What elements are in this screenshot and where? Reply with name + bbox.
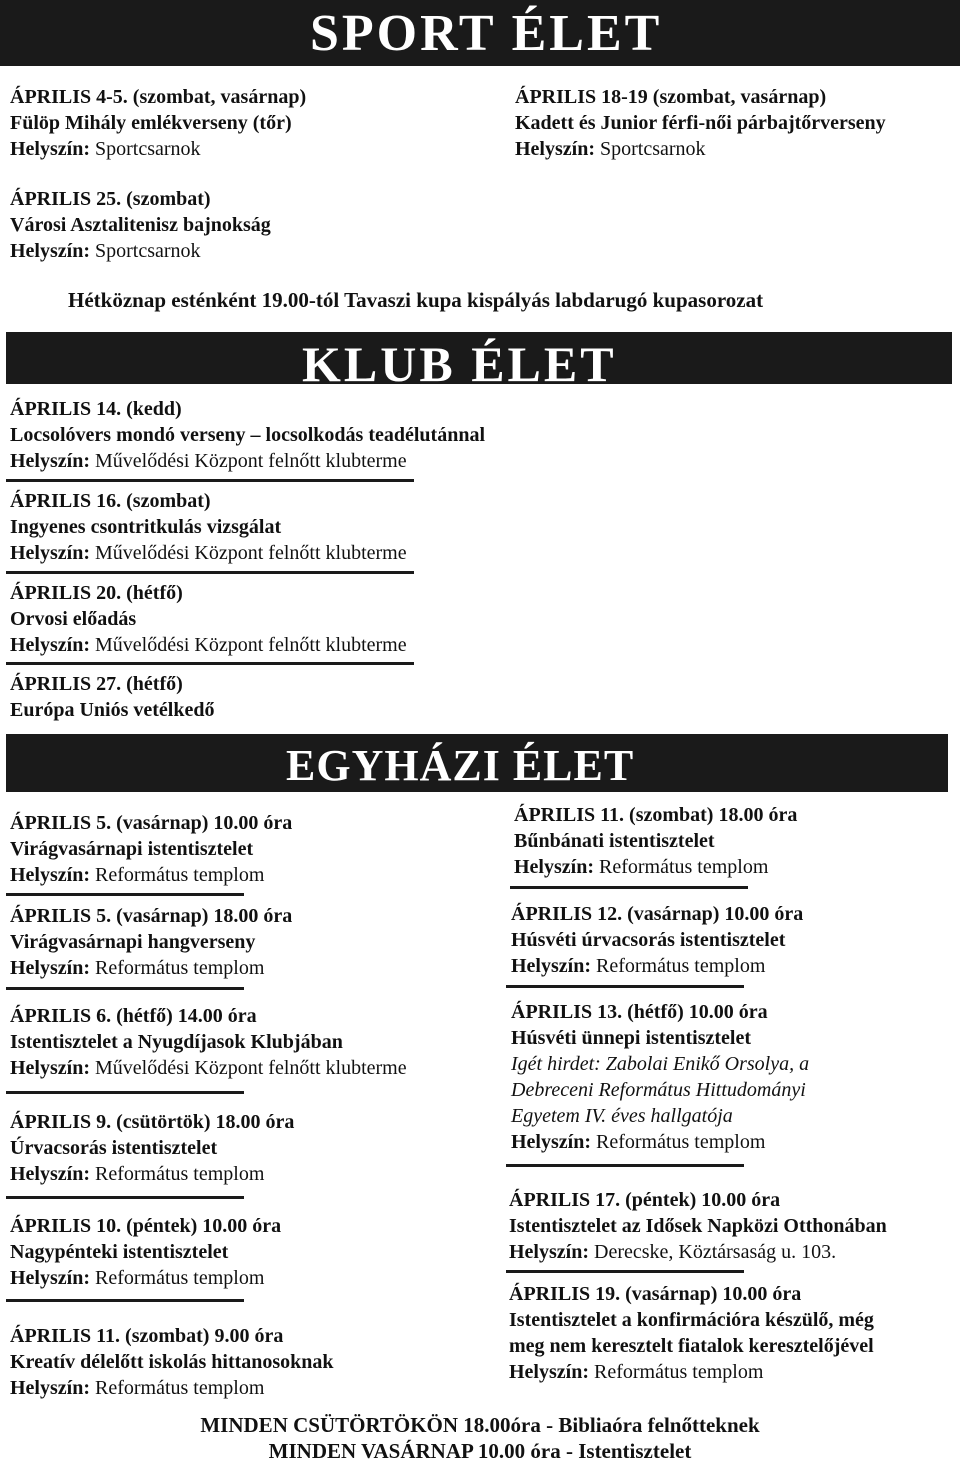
divider: [506, 1164, 744, 1167]
event-date: ÁPRILIS 5. (vasárnap) 10.00 óra: [10, 812, 293, 834]
church-event-right-5: [509, 1281, 874, 1385]
church-event-left-4: [10, 1109, 294, 1187]
event-name: Húsvéti úrvacsorás istentisztelet: [511, 929, 786, 951]
event-location: Művelődési Központ felnőtt klubterme: [95, 634, 407, 656]
event-name: Európa Uniós vetélkedő: [10, 699, 215, 721]
event-date: ÁPRILIS 16. (szombat): [10, 490, 211, 512]
event-name: Istentisztelet az Idősek Napközi Otthonában: [509, 1215, 887, 1237]
event-name: Úrvacsorás istentisztelet: [10, 1137, 218, 1159]
event-note: Debreceni Református Hittudományi: [511, 1079, 806, 1101]
location-label: Helyszín:: [509, 1361, 589, 1383]
divider: [6, 987, 244, 990]
event-name: Városi Asztalitenisz bajnokság: [10, 214, 271, 236]
divider: [6, 662, 414, 665]
event-date: ÁPRILIS 12. (vasárnap) 10.00 óra: [511, 903, 804, 925]
location-label: Helyszín:: [10, 1057, 90, 1079]
weekday-note: [68, 287, 763, 313]
divider: [6, 1091, 244, 1094]
sport-event-2: [515, 84, 886, 162]
event-location: Sportcsarnok: [600, 138, 706, 160]
event-date: ÁPRILIS 6. (hétfő) 14.00 óra: [10, 1005, 257, 1027]
event-note: Igét hirdet: Zabolai Enikő Orsolya, a: [511, 1053, 810, 1075]
event-location: Református templom: [95, 1267, 265, 1289]
event-location: Református templom: [594, 1361, 764, 1383]
event-date: ÁPRILIS 10. (péntek) 10.00 óra: [10, 1215, 282, 1237]
location-label: Helyszín:: [515, 138, 595, 160]
klub-event-1: [10, 396, 485, 474]
location-label: Helyszín:: [511, 955, 591, 977]
footer-line-2: MINDEN VASÁRNAP 10.00 óra - Istentisztelet: [268, 1439, 692, 1463]
location-label: Helyszín:: [10, 1163, 90, 1185]
event-location: Református templom: [95, 1377, 265, 1399]
event-location: Református templom: [95, 957, 265, 979]
divider: [6, 893, 244, 896]
divider: [506, 985, 744, 988]
klub-title: KLUB ÉLET: [302, 336, 617, 392]
location-label: Helyszín:: [514, 856, 594, 878]
event-location: Derecske, Köztársaság u. 103.: [594, 1241, 837, 1263]
footer-line-1: MINDEN CSÜTÖRTÖKÖN 18.00óra - Bibliaóra felnőtteknek: [200, 1413, 760, 1437]
event-name: Virágvasárnapi hangverseny: [10, 931, 256, 953]
event-name: Bűnbánati istentisztelet: [514, 830, 715, 852]
church-event-left-3: [10, 1003, 407, 1081]
weekday-note-text: Hétköznap esténként 19.00-tól Tavaszi kupa kispályás labdarugó kupasorozat: [68, 288, 764, 312]
event-name: Kadett és Junior férfi-női párbajtőrverseny: [515, 112, 886, 134]
event-note: Egyetem IV. éves hallgatója: [511, 1105, 733, 1127]
event-name: Kreatív délelőtt iskolás hittanosoknak: [10, 1351, 334, 1373]
event-name: Virágvasárnapi istentisztelet: [10, 838, 254, 860]
divider: [506, 1270, 744, 1273]
event-name: Locsolóvers mondó verseny – locsolkodás teadélutánnal: [10, 424, 486, 446]
event-date: ÁPRILIS 27. (hétfő): [10, 673, 183, 695]
church-event-left-1: [10, 810, 292, 888]
event-date: ÁPRILIS 11. (szombat) 18.00 óra: [514, 804, 798, 826]
event-date: ÁPRILIS 11. (szombat) 9.00 óra: [10, 1325, 284, 1347]
divider: [6, 1299, 244, 1302]
location-label: Helyszín:: [10, 864, 90, 886]
event-date: ÁPRILIS 4-5. (szombat, vasárnap): [10, 86, 307, 108]
church-event-left-6: [10, 1323, 334, 1401]
church-event-right-3: [511, 999, 809, 1155]
klub-banner: [6, 332, 952, 392]
event-date: ÁPRILIS 20. (hétfő): [10, 582, 183, 604]
sport-banner: [0, 0, 960, 66]
church-event-left-2: [10, 903, 292, 981]
location-label: Helyszín:: [10, 450, 90, 472]
event-location: Református templom: [599, 856, 769, 878]
egyhazi-title: EGYHÁZI ÉLET: [286, 741, 635, 790]
location-label: Helyszín:: [10, 138, 90, 160]
event-name: Istentisztelet a konfirmációra készülő, még: [509, 1309, 874, 1331]
church-event-right-4: [509, 1187, 887, 1265]
sport-title: SPORT ÉLET: [310, 5, 663, 62]
event-name: Istentisztelet a Nyugdíjasok Klubjában: [10, 1031, 343, 1053]
event-name-continued: meg nem keresztelt fiatalok keresztelőjével: [509, 1335, 874, 1357]
event-location: Református templom: [95, 1163, 265, 1185]
event-name: Nagypénteki istentisztelet: [10, 1241, 229, 1263]
event-date: ÁPRILIS 18-19 (szombat, vasárnap): [515, 86, 827, 108]
event-location: Művelődési Központ felnőtt klubterme: [95, 542, 407, 564]
event-date: ÁPRILIS 13. (hétfő) 10.00 óra: [511, 1001, 768, 1023]
klub-event-2: [10, 488, 407, 566]
divider: [510, 886, 748, 889]
location-label: Helyszín:: [511, 1131, 591, 1153]
sport-event-1: [10, 84, 306, 162]
sport-event-3: [10, 186, 271, 264]
event-name: Ingyenes csontritkulás vizsgálat: [10, 516, 282, 538]
divider: [6, 1196, 244, 1199]
church-event-left-5: [10, 1213, 281, 1291]
church-event-right-1: [514, 802, 797, 880]
location-label: Helyszín:: [10, 1267, 90, 1289]
event-location: Sportcsarnok: [95, 240, 201, 262]
event-location: Református templom: [596, 955, 766, 977]
egyhazi-banner: [6, 734, 948, 792]
event-name: Húsvéti ünnepi istentisztelet: [511, 1027, 751, 1049]
location-label: Helyszín:: [10, 1377, 90, 1399]
event-name: Orvosi előadás: [10, 608, 137, 630]
location-label: Helyszín:: [509, 1241, 589, 1263]
church-event-right-2: [511, 901, 803, 979]
location-label: Helyszín:: [10, 957, 90, 979]
klub-event-4: [10, 671, 214, 723]
location-label: Helyszín:: [10, 542, 90, 564]
event-date: ÁPRILIS 5. (vasárnap) 18.00 óra: [10, 905, 293, 927]
location-label: Helyszín:: [10, 240, 90, 262]
event-location: Művelődési Központ felnőtt klubterme: [95, 1057, 407, 1079]
klub-event-3: [10, 580, 407, 658]
location-label: Helyszín:: [10, 634, 90, 656]
divider: [6, 571, 414, 574]
event-name: Fülöp Mihály emlékverseny (tőr): [10, 112, 292, 134]
event-date: ÁPRILIS 19. (vasárnap) 10.00 óra: [509, 1283, 802, 1305]
event-date: ÁPRILIS 17. (péntek) 10.00 óra: [509, 1189, 781, 1211]
event-date: ÁPRILIS 14. (kedd): [10, 398, 182, 420]
event-location: Református templom: [596, 1131, 766, 1153]
event-date: ÁPRILIS 25. (szombat): [10, 188, 211, 210]
event-location: Sportcsarnok: [95, 138, 201, 160]
event-date: ÁPRILIS 9. (csütörtök) 18.00 óra: [10, 1111, 295, 1133]
divider: [6, 479, 414, 482]
event-location: Református templom: [95, 864, 265, 886]
event-location: Művelődési Központ felnőtt klubterme: [95, 450, 407, 472]
